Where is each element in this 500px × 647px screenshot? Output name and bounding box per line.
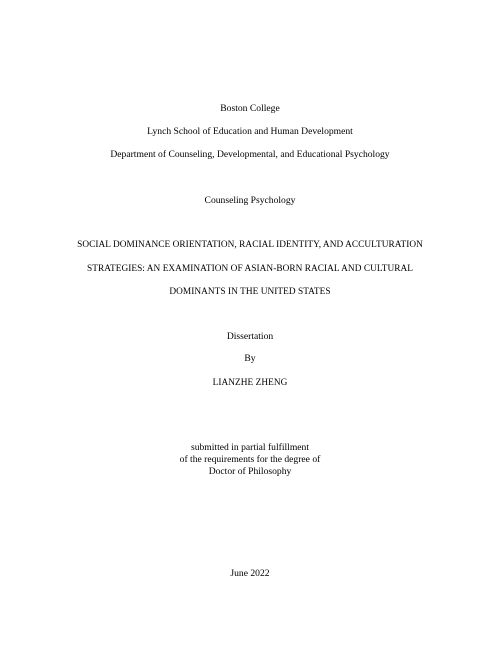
by-label: By [244, 353, 256, 364]
title-line-1: SOCIAL DOMINANCE ORIENTATION, RACIAL IDENTITY, AND ACCULTURATION [77, 240, 423, 250]
submission-line-1: submitted in partial fulfillment [190, 442, 310, 453]
submission-line-3: Doctor of Philosophy [208, 466, 292, 477]
title-line-3: DOMINANTS IN THE UNITED STATES [169, 287, 331, 297]
document-type: Dissertation [226, 331, 274, 342]
submission-date: June 2022 [230, 568, 270, 579]
program-name: Counseling Psychology [204, 195, 296, 206]
school-name: Lynch School of Education and Human Development [147, 126, 353, 137]
title-line-2: STRATEGIES: AN EXAMINATION OF ASIAN-BORN RACIAL AND CULTURAL [87, 264, 413, 274]
submission-line-2: of the requirements for the degree of [179, 454, 321, 465]
university-name: Boston College [220, 103, 280, 114]
author-name: LIANZHE ZHENG [212, 378, 288, 388]
department-name: Department of Counseling, Developmental, and Educational Psychology [110, 149, 390, 160]
